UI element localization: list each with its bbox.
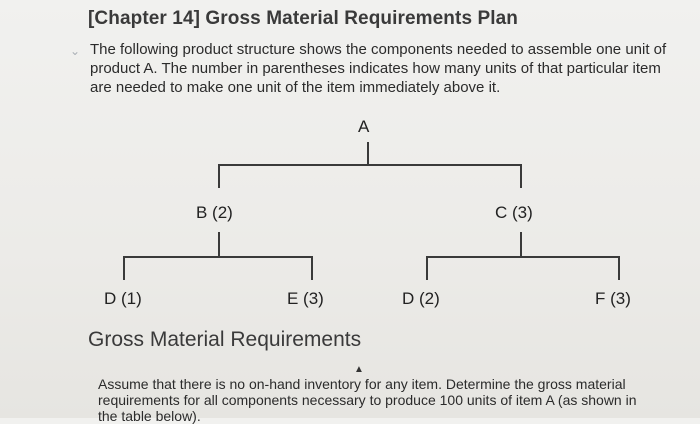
connector — [618, 256, 620, 280]
node-e: E (3) — [287, 289, 324, 308]
node-d2: D (2) — [402, 289, 440, 308]
section-heading: Gross Material Requirements — [88, 328, 362, 351]
connector — [218, 164, 522, 166]
connector — [520, 232, 522, 258]
node-b: B (2) — [196, 203, 233, 222]
problem-intro: The following product structure shows the components needed to assemble one unit of product A. The number in parentheses indicates how many units of that particular item are needed to make one unit of the item immediately above it. — [90, 41, 667, 96]
connector — [311, 256, 313, 280]
node-a: A — [358, 117, 370, 136]
connector — [426, 256, 428, 280]
connector — [218, 164, 220, 188]
connector — [123, 256, 313, 258]
node-c: C (3) — [495, 203, 533, 222]
node-d1: D (1) — [104, 289, 142, 308]
connector — [123, 256, 125, 280]
section-note: Assume that there is no on-hand inventory for any item. Determine the gross material requirements for all components necessary to produce 100 units of item A (as shown in the table below). — [98, 376, 637, 424]
connector — [426, 256, 620, 258]
connector — [520, 164, 522, 188]
node-f: F (3) — [595, 289, 631, 308]
page-title: [Chapter 14] Gross Material Requirements Plan — [88, 8, 519, 29]
connector — [218, 232, 220, 258]
connector — [367, 142, 369, 164]
mouse-cursor-icon: ▲ — [354, 364, 364, 375]
chevron-down-icon[interactable]: ⌄ — [70, 44, 81, 58]
